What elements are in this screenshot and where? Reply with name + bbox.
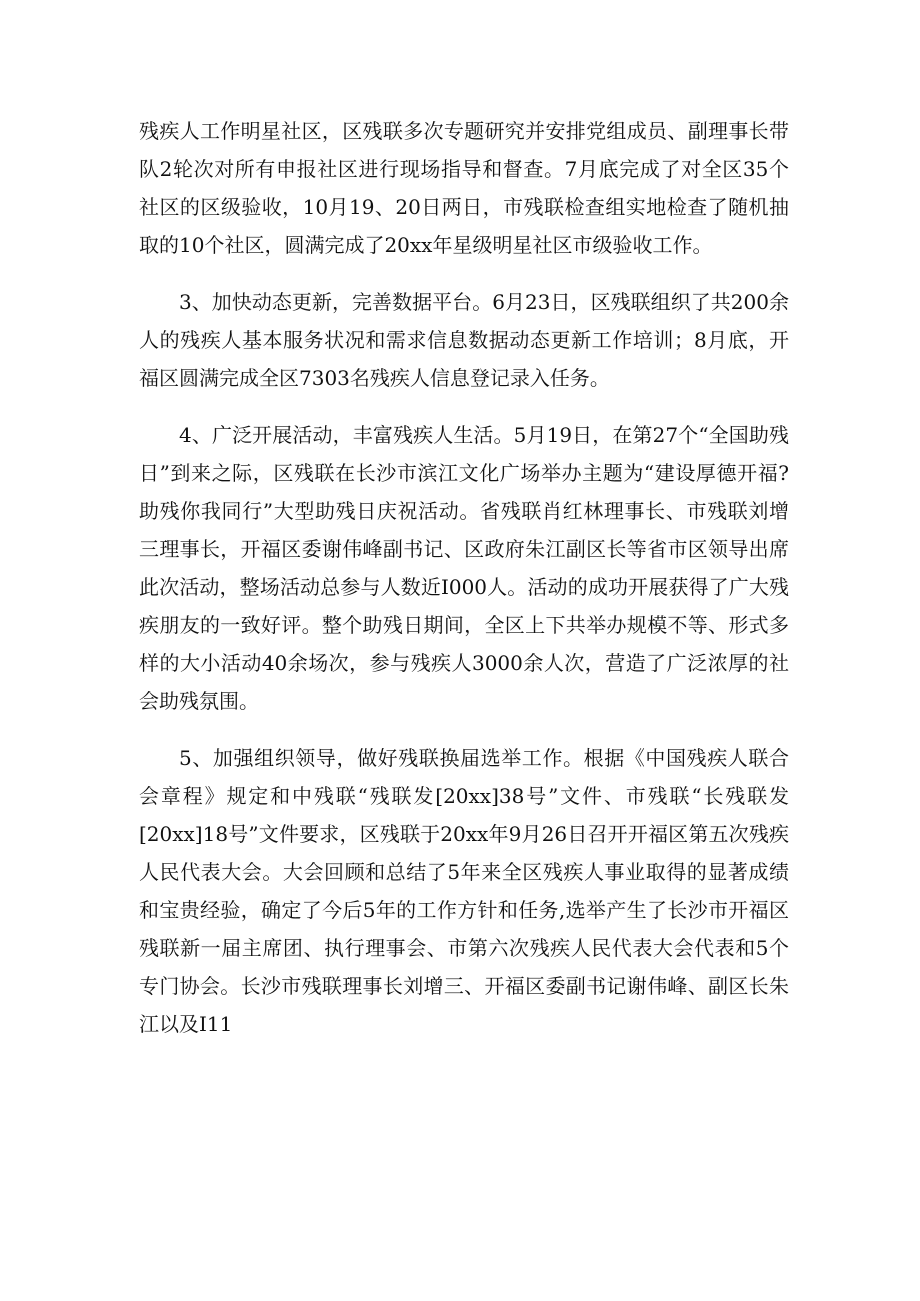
- paragraph-item-3: 3、加快动态更新，完善数据平台。6月23日，区残联组织了共200余人的残疾人基本服务状况和需求信息数据动态更新工作培训；8月底，开福区圆满完成全区7303名残疾人信息登记录入任务。: [139, 290, 789, 390]
- paragraph-item-5: 5、加强组织领导，做好残联换届选举工作。根据《中国残疾人联合会章程》规定和中残联“残联发[20xx]38号”文件、市残联“长残联发[20xx]18号”文件要求，区残联于20xx年9月26日召开开福区第五次残疾人民代表大会。大会回顾和总结了5年来全区残疾人事业取得的显著成绩和宝贵经验，确定了今后5年的工作方针和任务,选举产生了长沙市开福区残联新一届主席团、执行理事会、市第六次残疾人民代表大会代表和5个专门协会。长沙市残联理事长刘增三、开福区委副书记谢伟峰、副区长朱江以及I11: [139, 746, 789, 1036]
- paragraph-item-4: 4、广泛开展活动，丰富残疾人生活。5月19日，在第27个“全国助残日”到来之际，区残联在长沙市滨江文化广场举办主题为“建设厚德开福?助残你我同行”大型助残日庆祝活动。省残联肖红林理事长、市残联刘增三理事长，开福区委谢伟峰副书记、区政府朱江副区长等省市区领导出席此次活动，整场活动总参与人数近I000人。活动的成功开展获得了广大残疾朋友的一致好评。整个助残日期间，全区上下共举办规模不等、形式多样的大小活动40余场次，参与残疾人3000余人次，营造了广泛浓厚的社会助残氛围。: [139, 423, 789, 713]
- document-body: [139, 112, 789, 1062]
- paragraph-continuation: 残疾人工作明星社区，区残联多次专题研究并安排党组成员、副理事长带队2轮次对所有申报社区进行现场指导和督查。7月底完成了对全区35个社区的区级验收，10月19、20日两日，市残联检查组实地检查了随机抽取的10个社区，圆满完成了20xx年星级明星社区市级验收工作。: [139, 119, 789, 257]
